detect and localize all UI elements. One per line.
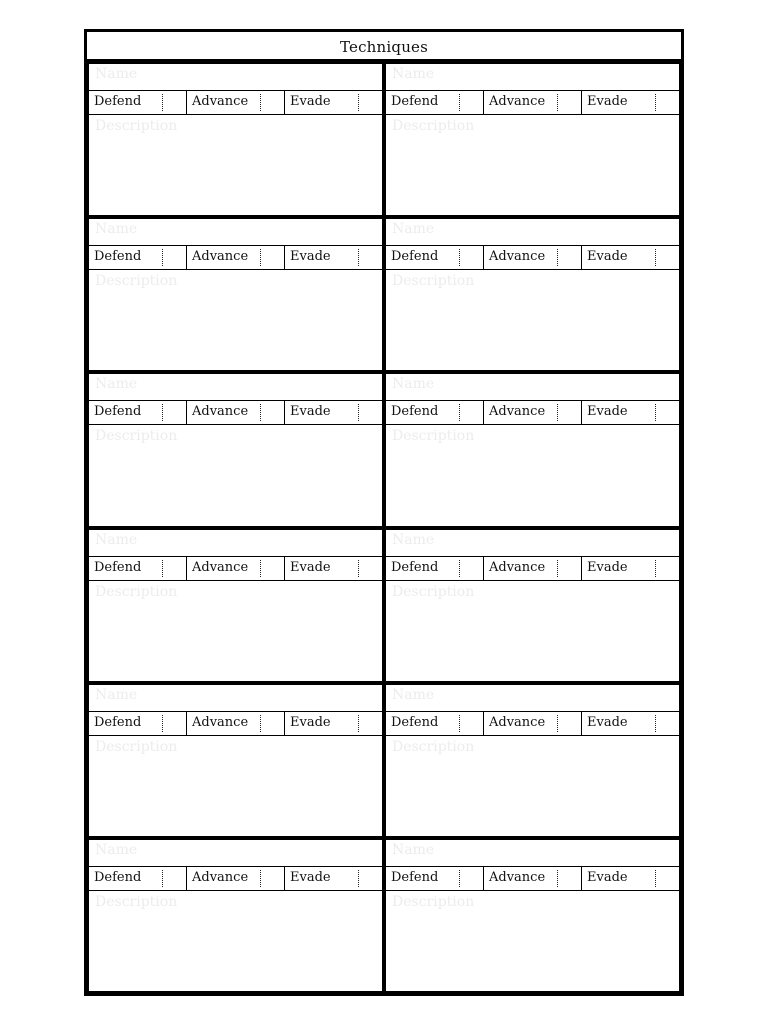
evade-cell[interactable]	[285, 867, 382, 890]
advance-label: Advance	[192, 714, 249, 730]
evade-cell[interactable]	[582, 867, 679, 890]
technique-name-field[interactable]: Name	[392, 221, 435, 238]
defend-value-marker	[459, 715, 460, 732]
technique-stats-row	[386, 400, 679, 425]
technique-description-field[interactable]: Description	[392, 118, 475, 134]
technique-description-field[interactable]: Description	[95, 583, 178, 600]
advance-label: Advance	[192, 94, 249, 109]
defend-cell[interactable]	[386, 712, 484, 735]
technique-stats-row	[89, 711, 382, 736]
technique-description-field[interactable]: Description	[392, 893, 475, 910]
advance-cell[interactable]	[187, 91, 285, 114]
evade-label: Evade	[290, 94, 331, 109]
technique-name-field[interactable]: Name	[95, 531, 138, 548]
advance-label: Advance	[489, 404, 546, 420]
advance-value-marker	[557, 560, 558, 577]
defend-label: Defend	[94, 869, 142, 885]
advance-label: Advance	[489, 249, 546, 265]
advance-cell[interactable]	[187, 246, 285, 269]
evade-cell[interactable]	[285, 401, 382, 424]
technique-name-field[interactable]: Name	[95, 221, 138, 238]
technique-stats-row	[386, 556, 679, 581]
defend-label: Defend	[94, 94, 142, 109]
defend-label: Defend	[391, 94, 439, 109]
defend-cell[interactable]	[386, 867, 484, 890]
advance-value-marker	[557, 249, 558, 266]
technique-stats-row	[386, 90, 679, 115]
advance-cell[interactable]	[187, 712, 285, 735]
advance-value-marker	[557, 94, 558, 111]
defend-value-marker	[162, 715, 163, 732]
evade-label: Evade	[290, 559, 331, 575]
technique-card	[87, 838, 384, 993]
technique-card	[384, 217, 681, 372]
evade-value-marker	[358, 560, 359, 577]
advance-cell[interactable]	[484, 91, 582, 114]
technique-card	[87, 528, 384, 683]
evade-cell[interactable]	[285, 557, 382, 580]
advance-value-marker	[557, 715, 558, 732]
defend-cell[interactable]	[386, 246, 484, 269]
defend-label: Defend	[391, 559, 439, 575]
technique-description-field[interactable]: Description	[392, 428, 475, 445]
evade-value-marker	[655, 94, 656, 111]
evade-label: Evade	[290, 404, 331, 420]
technique-stats-row	[386, 245, 679, 270]
evade-value-marker	[358, 715, 359, 732]
technique-card	[384, 528, 681, 683]
technique-name-field[interactable]: Name	[95, 66, 138, 82]
defend-value-marker	[459, 249, 460, 266]
advance-label: Advance	[192, 869, 249, 885]
advance-value-marker	[260, 870, 261, 887]
evade-cell[interactable]	[582, 712, 679, 735]
advance-value-marker	[260, 404, 261, 421]
evade-cell[interactable]	[582, 401, 679, 424]
technique-card	[87, 217, 384, 372]
evade-value-marker	[655, 715, 656, 732]
defend-value-marker	[459, 404, 460, 421]
defend-value-marker	[162, 249, 163, 266]
defend-cell[interactable]	[89, 712, 187, 735]
technique-stats-row	[89, 556, 382, 581]
defend-cell[interactable]	[386, 401, 484, 424]
technique-card	[87, 62, 384, 217]
advance-label: Advance	[192, 559, 249, 575]
defend-cell[interactable]	[386, 557, 484, 580]
evade-label: Evade	[587, 714, 628, 730]
defend-value-marker	[459, 870, 460, 887]
defend-value-marker	[162, 404, 163, 421]
technique-card	[384, 683, 681, 838]
technique-name-field[interactable]: Name	[392, 686, 435, 703]
defend-cell[interactable]	[89, 401, 187, 424]
advance-value-marker	[557, 870, 558, 887]
advance-cell[interactable]	[484, 401, 582, 424]
technique-card	[87, 372, 384, 527]
advance-label: Advance	[489, 714, 546, 730]
technique-card	[384, 62, 681, 217]
defend-value-marker	[459, 94, 460, 111]
technique-description-field[interactable]: Description	[392, 738, 475, 755]
advance-label: Advance	[489, 94, 546, 109]
technique-name-field[interactable]: Name	[392, 531, 435, 548]
techniques-sheet	[84, 29, 684, 996]
defend-value-marker	[162, 870, 163, 887]
technique-name-field[interactable]: Name	[95, 686, 138, 703]
evade-cell[interactable]	[582, 246, 679, 269]
evade-value-marker	[358, 94, 359, 111]
technique-description-field[interactable]: Description	[95, 273, 178, 290]
technique-stats-row	[89, 866, 382, 891]
evade-value-marker	[358, 249, 359, 266]
defend-label: Defend	[94, 249, 142, 265]
defend-value-marker	[162, 560, 163, 577]
evade-label: Evade	[290, 714, 331, 730]
advance-label: Advance	[489, 869, 546, 885]
technique-stats-row	[386, 866, 679, 891]
evade-label: Evade	[290, 869, 331, 885]
evade-label: Evade	[587, 94, 628, 109]
technique-name-field[interactable]: Name	[392, 66, 435, 82]
evade-cell[interactable]	[582, 557, 679, 580]
evade-value-marker	[655, 870, 656, 887]
defend-cell[interactable]	[89, 557, 187, 580]
advance-cell[interactable]	[484, 246, 582, 269]
advance-cell[interactable]	[187, 557, 285, 580]
evade-value-marker	[655, 560, 656, 577]
evade-label: Evade	[587, 559, 628, 575]
technique-description-field[interactable]: Description	[95, 428, 178, 445]
technique-name-field[interactable]: Name	[392, 841, 435, 858]
advance-value-marker	[260, 715, 261, 732]
defend-value-marker	[162, 94, 163, 111]
technique-stats-row	[89, 400, 382, 425]
defend-cell[interactable]	[89, 246, 187, 269]
technique-name-field[interactable]: Name	[95, 841, 138, 858]
evade-value-marker	[655, 404, 656, 421]
technique-stats-row	[89, 90, 382, 115]
evade-label: Evade	[587, 404, 628, 420]
defend-label: Defend	[391, 404, 439, 420]
evade-label: Evade	[587, 869, 628, 885]
technique-card	[384, 838, 681, 993]
technique-description-field[interactable]: Description	[392, 583, 475, 600]
evade-cell[interactable]	[285, 712, 382, 735]
advance-value-marker	[260, 94, 261, 111]
defend-label: Defend	[391, 714, 439, 730]
advance-label: Advance	[192, 249, 249, 265]
technique-card	[87, 683, 384, 838]
evade-cell[interactable]	[285, 91, 382, 114]
defend-value-marker	[459, 560, 460, 577]
evade-value-marker	[655, 249, 656, 266]
technique-card	[384, 372, 681, 527]
advance-value-marker	[557, 404, 558, 421]
defend-label: Defend	[94, 714, 142, 730]
technique-description-field[interactable]: Description	[392, 273, 475, 290]
defend-cell[interactable]	[89, 867, 187, 890]
defend-label: Defend	[94, 559, 142, 575]
defend-label: Defend	[94, 404, 142, 420]
evade-label: Evade	[587, 249, 628, 265]
advance-cell[interactable]	[187, 867, 285, 890]
defend-label: Defend	[391, 249, 439, 265]
evade-value-marker	[358, 404, 359, 421]
technique-name-field[interactable]: Name	[95, 376, 138, 393]
defend-label: Defend	[391, 869, 439, 885]
evade-cell[interactable]	[285, 246, 382, 269]
technique-stats-row	[89, 245, 382, 270]
evade-label: Evade	[290, 249, 331, 265]
technique-name-field[interactable]: Name	[392, 376, 435, 393]
advance-value-marker	[260, 249, 261, 266]
defend-cell[interactable]	[386, 91, 484, 114]
technique-description-field[interactable]: Description	[95, 738, 178, 755]
advance-label: Advance	[489, 559, 546, 575]
evade-value-marker	[358, 870, 359, 887]
evade-cell[interactable]	[582, 91, 679, 114]
technique-grid	[87, 62, 681, 993]
technique-description-field[interactable]: Description	[95, 118, 178, 134]
technique-description-field[interactable]: Description	[95, 893, 178, 910]
advance-cell[interactable]	[484, 557, 582, 580]
advance-value-marker	[260, 560, 261, 577]
technique-stats-row	[386, 711, 679, 736]
advance-cell[interactable]	[484, 867, 582, 890]
defend-cell[interactable]	[89, 91, 187, 114]
advance-label: Advance	[192, 404, 249, 420]
advance-cell[interactable]	[484, 712, 582, 735]
advance-cell[interactable]	[187, 401, 285, 424]
sheet-title: Techniques	[87, 32, 681, 62]
